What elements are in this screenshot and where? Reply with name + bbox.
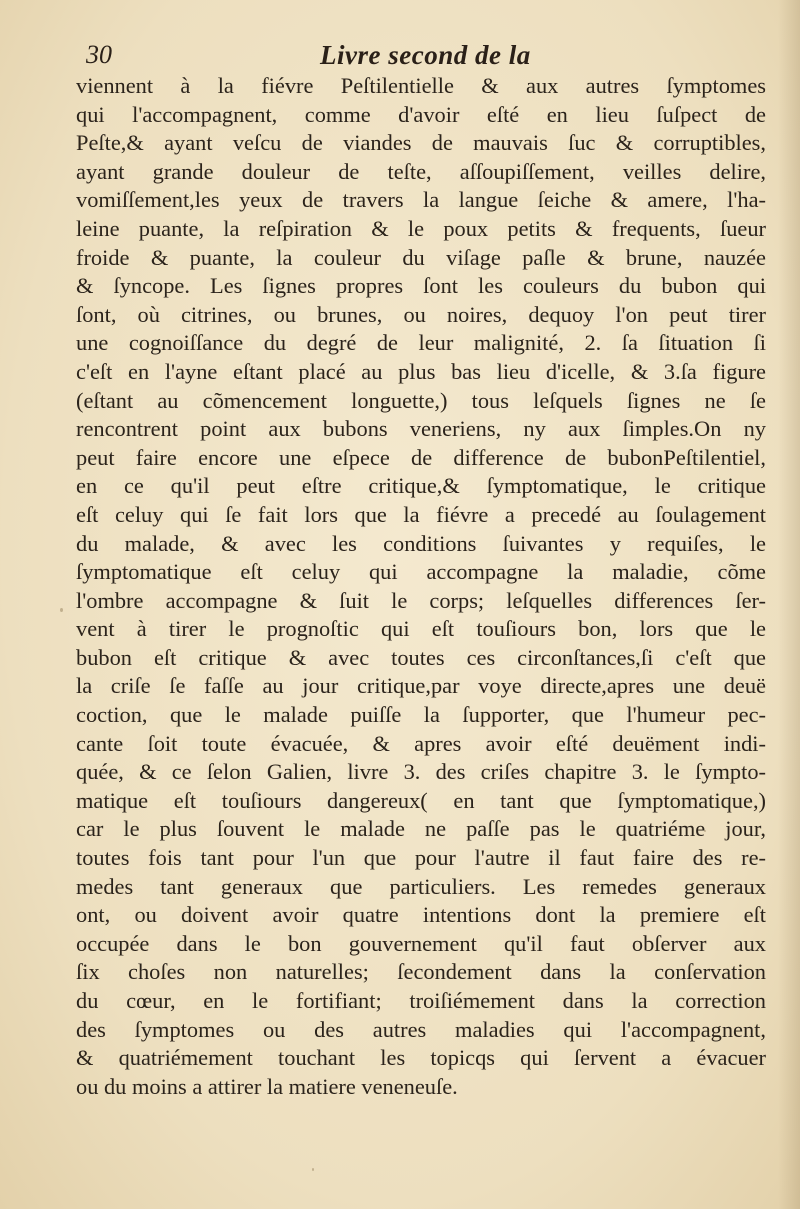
text-line: l'ombre accompagne & ſuit le corps; leſquelles differences ſer-	[76, 587, 766, 613]
text-line: ont, ou doivent avoir quatre intentions dont la premiere eſt	[76, 902, 766, 928]
text-line: du malade, & avec les conditions ſuivantes y requiſes, le	[76, 530, 766, 556]
text-line: qui l'accompagnent, comme d'avoir eſté en lieu ſuſpect de	[76, 101, 766, 127]
text-line: vomiſſement,les yeux de travers la langue ſeiche & amere, l'ha-	[76, 187, 766, 213]
body-text	[76, 72, 766, 1101]
text-line: en ce qu'il peut eſtre critique,& ſymptomatique, le critique	[76, 473, 766, 499]
paper-speck	[312, 1168, 314, 1171]
text-line: ou du moins a attirer la matiere veneneuſe.	[76, 1073, 458, 1099]
text-line: matique eſt touſiours dangereux( en tant que ſymptomatique,)	[76, 787, 766, 813]
text-line: bubon eſt critique & avec toutes ces circonſtances,ſi c'eſt que	[76, 644, 766, 670]
text-line: ſymptomatique eſt celuy qui accompagne la maladie, cõme	[76, 559, 766, 585]
text-line: des ſymptomes ou des autres maladies qui l'accompagnent,	[76, 1016, 766, 1042]
text-line: & ſyncope. Les ſignes propres ſont les couleurs du bubon qui	[76, 273, 766, 299]
text-line: rencontrent point aux bubons veneriens, ny aux ſimples.On ny	[76, 416, 766, 442]
text-line: eſt celuy qui ſe fait lors que la fiévre a precedé au ſoulagement	[76, 501, 766, 527]
page-number: 30	[86, 40, 112, 69]
text-line: car le plus ſouvent le malade ne paſſe pas le quatriéme jour,	[76, 816, 766, 842]
text-line: viennent à la fiévre Peſtilentielle & aux autres ſymptomes	[76, 73, 766, 98]
text-line: c'eſt en l'ayne eſtant placé au plus bas lieu d'icelle, & 3.ſa figure	[76, 358, 766, 384]
text-line: toutes fois tant pour l'un que pour l'autre il faut faire des re-	[76, 845, 766, 871]
text-line: ayant grande douleur de teſte, aſſoupiſſement, veilles delire,	[76, 158, 766, 184]
text-line: coction, que le malade puiſſe la ſupporter, que l'humeur pec-	[76, 702, 766, 728]
text-line: medes tant generaux que particuliers. Les remedes generaux	[76, 873, 766, 899]
text-line: peut faire encore une eſpece de difference de bubonPeſtilentiel,	[76, 444, 766, 470]
text-line: une cognoiſſance du degré de leur malignité, 2. ſa ſituation ſi	[76, 330, 766, 356]
paper-speck	[704, 830, 706, 832]
text-line: (eſtant au cõmencement longuette,) tous leſquels ſignes ne ſe	[76, 387, 766, 413]
text-line: occupée dans le bon gouvernement qu'il faut obſerver aux	[76, 930, 766, 956]
text-line: leine puante, la reſpiration & le poux petits & frequents, ſueur	[76, 215, 766, 241]
text-line: quée, & ce ſelon Galien, livre 3. des criſes chapitre 3. le ſympto-	[76, 759, 766, 785]
text-line: cante ſoit toute évacuée, & apres avoir eſté deuëment indi-	[76, 730, 766, 756]
text-line: vent à tirer le prognoſtic qui eſt touſiours bon, lors que le	[76, 616, 766, 642]
text-line: la criſe ſe faſſe au jour critique,par voye directe,apres une deuë	[76, 673, 766, 699]
text-line: & quatriémement touchant les topicqs qui ſervent a évacuer	[76, 1045, 766, 1071]
text-line: du cœur, en le fortifiant; troiſiémement dans la correction	[76, 988, 766, 1013]
text-line: ſix choſes non naturelles; ſecondement dans la conſervation	[76, 959, 766, 985]
running-head: Livre second de la	[320, 40, 531, 70]
text-line: ſont, où citrines, ou brunes, ou noires, dequoy l'on peut tirer	[76, 301, 766, 327]
text-line: Peſte,& ayant veſcu de viandes de mauvais ſuc & corruptibles,	[76, 130, 766, 156]
paper-speck	[60, 608, 63, 612]
text-line: froide & puante, la couleur du viſage paſle & brune, nauzée	[76, 244, 766, 270]
